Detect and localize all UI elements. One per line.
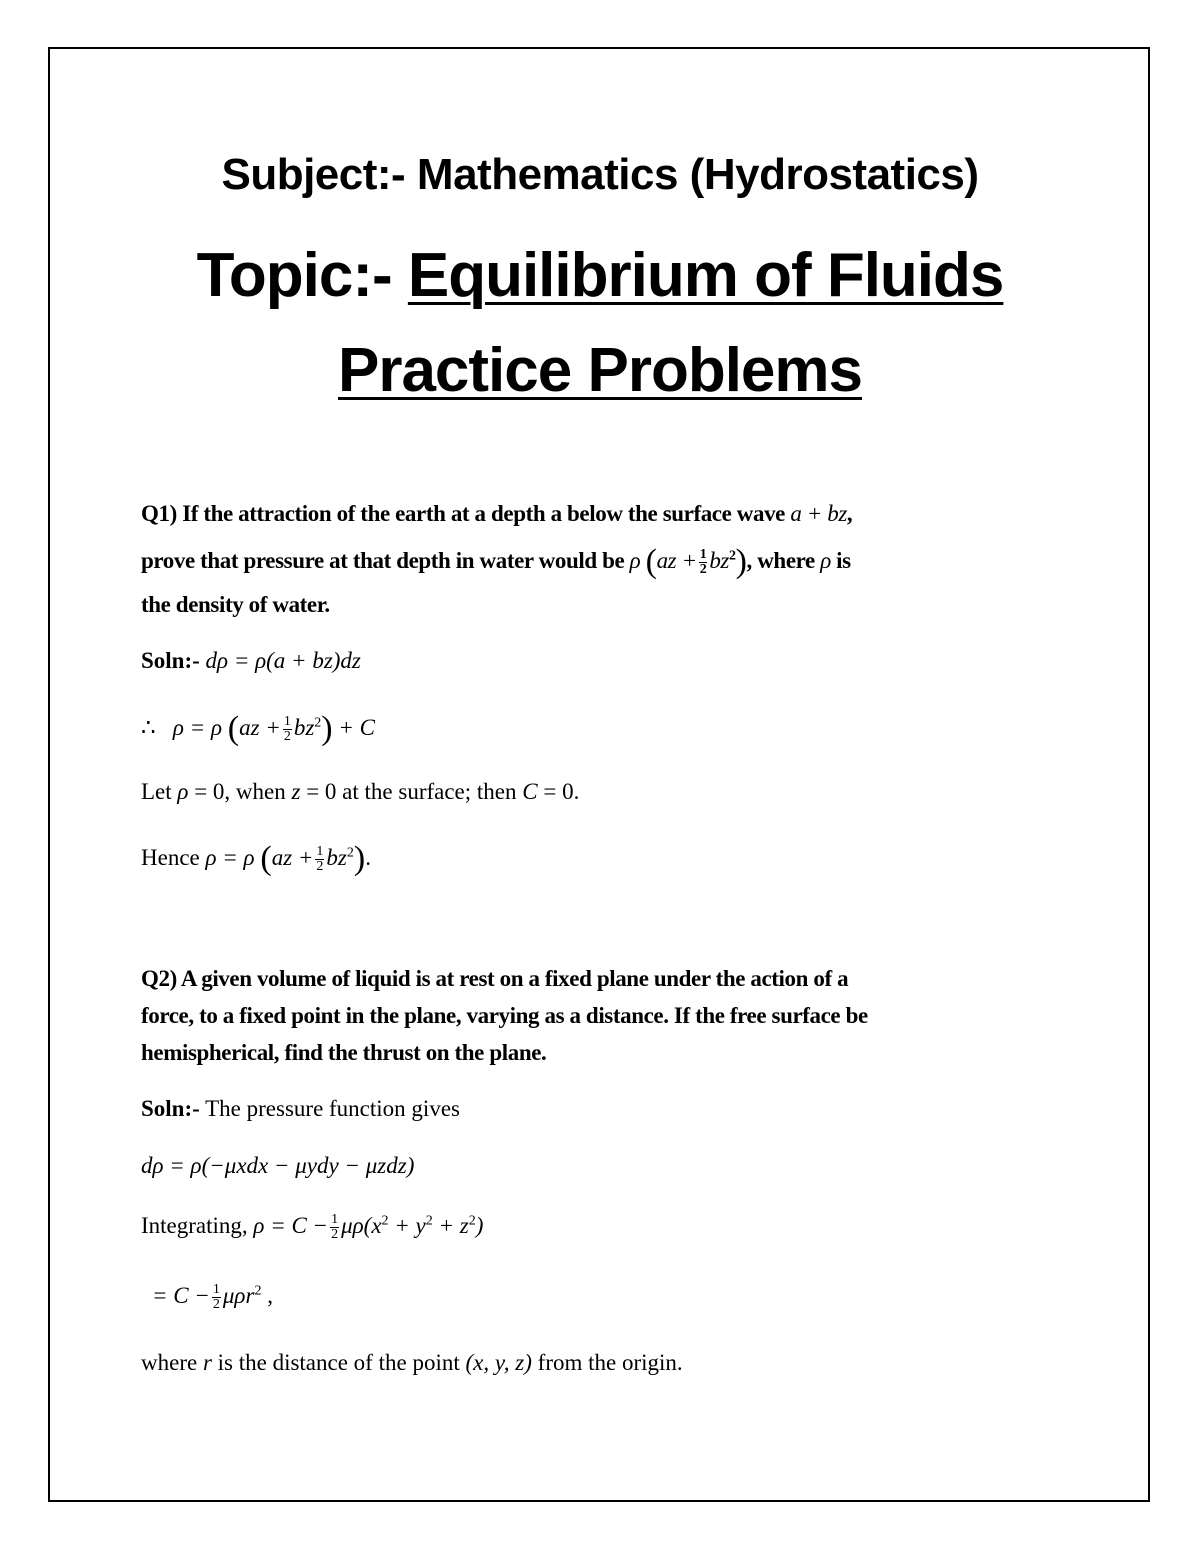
- subtitle: Practice Problems: [337, 336, 863, 405]
- subtitle-heading: [0, 335, 1200, 406]
- q2-where: where r is the distance of the point (x, y, z) from the origin.: [141, 1350, 683, 1375]
- q2-line2: force, to a fixed point in the plane, varying as a distance. If the free surface be: [141, 1003, 868, 1028]
- q2-line1: Q2) A given volume of liquid is at rest on a fixed plane under the action of a: [141, 966, 849, 991]
- fraction-half: $\frac{1}{2}$: [283, 714, 291, 745]
- q1-therefore: ∴ ρ = ρ (az + $\frac{1}{2}$ $bz^2) + C$: [141, 710, 375, 747]
- subject-heading: Subject:- Mathematics (Hydrostatics): [221, 150, 979, 199]
- q1-let: Let ρ = 0, when z = 0 at the surface; then C = 0.: [141, 779, 580, 804]
- q1-hence: Hence ρ = ρ (az + $\frac{1}{2}$ $bz^2$).: [141, 840, 371, 877]
- fraction-half: $\frac{1}{2}$: [212, 1282, 220, 1313]
- fraction-half: $\frac{1}{2}$: [316, 844, 324, 875]
- q1-line2: prove that pressure at that depth in water would be ρ (az + $\frac{1}{2}$ $bz^2$), where ρ is: [141, 543, 851, 580]
- fraction-half: $\frac{1}{2}$: [699, 547, 707, 578]
- q2-soln: Soln:- The pressure function gives: [141, 1096, 460, 1121]
- q2-integrating: Integrating, ρ = C − $\frac{1}{2}$ $\mu\rho(x^2 + y^2 + z^2)$: [141, 1212, 484, 1243]
- q1-soln: Soln:- dρ = ρ(a + bz)dz: [141, 648, 361, 673]
- q1-line1: Q1) If the attraction of the earth at a depth a below the surface wave a + bz,: [141, 501, 853, 526]
- q2-eq3: = C − $\frac{1}{2}$ μρr$^2$ ,: [152, 1282, 273, 1313]
- q2-line3: hemispherical, find the thrust on the plane.: [141, 1040, 547, 1065]
- topic-title: Equilibrium of Fluids: [407, 241, 1004, 310]
- q2-eq1: dρ = ρ(−μxdx − μydy − μzdz): [141, 1153, 415, 1178]
- fraction-half: $\frac{1}{2}$: [331, 1212, 339, 1243]
- q1-line3: the density of water.: [141, 592, 330, 617]
- topic-heading: [0, 240, 1200, 311]
- topic-prefix: Topic:-: [196, 241, 408, 310]
